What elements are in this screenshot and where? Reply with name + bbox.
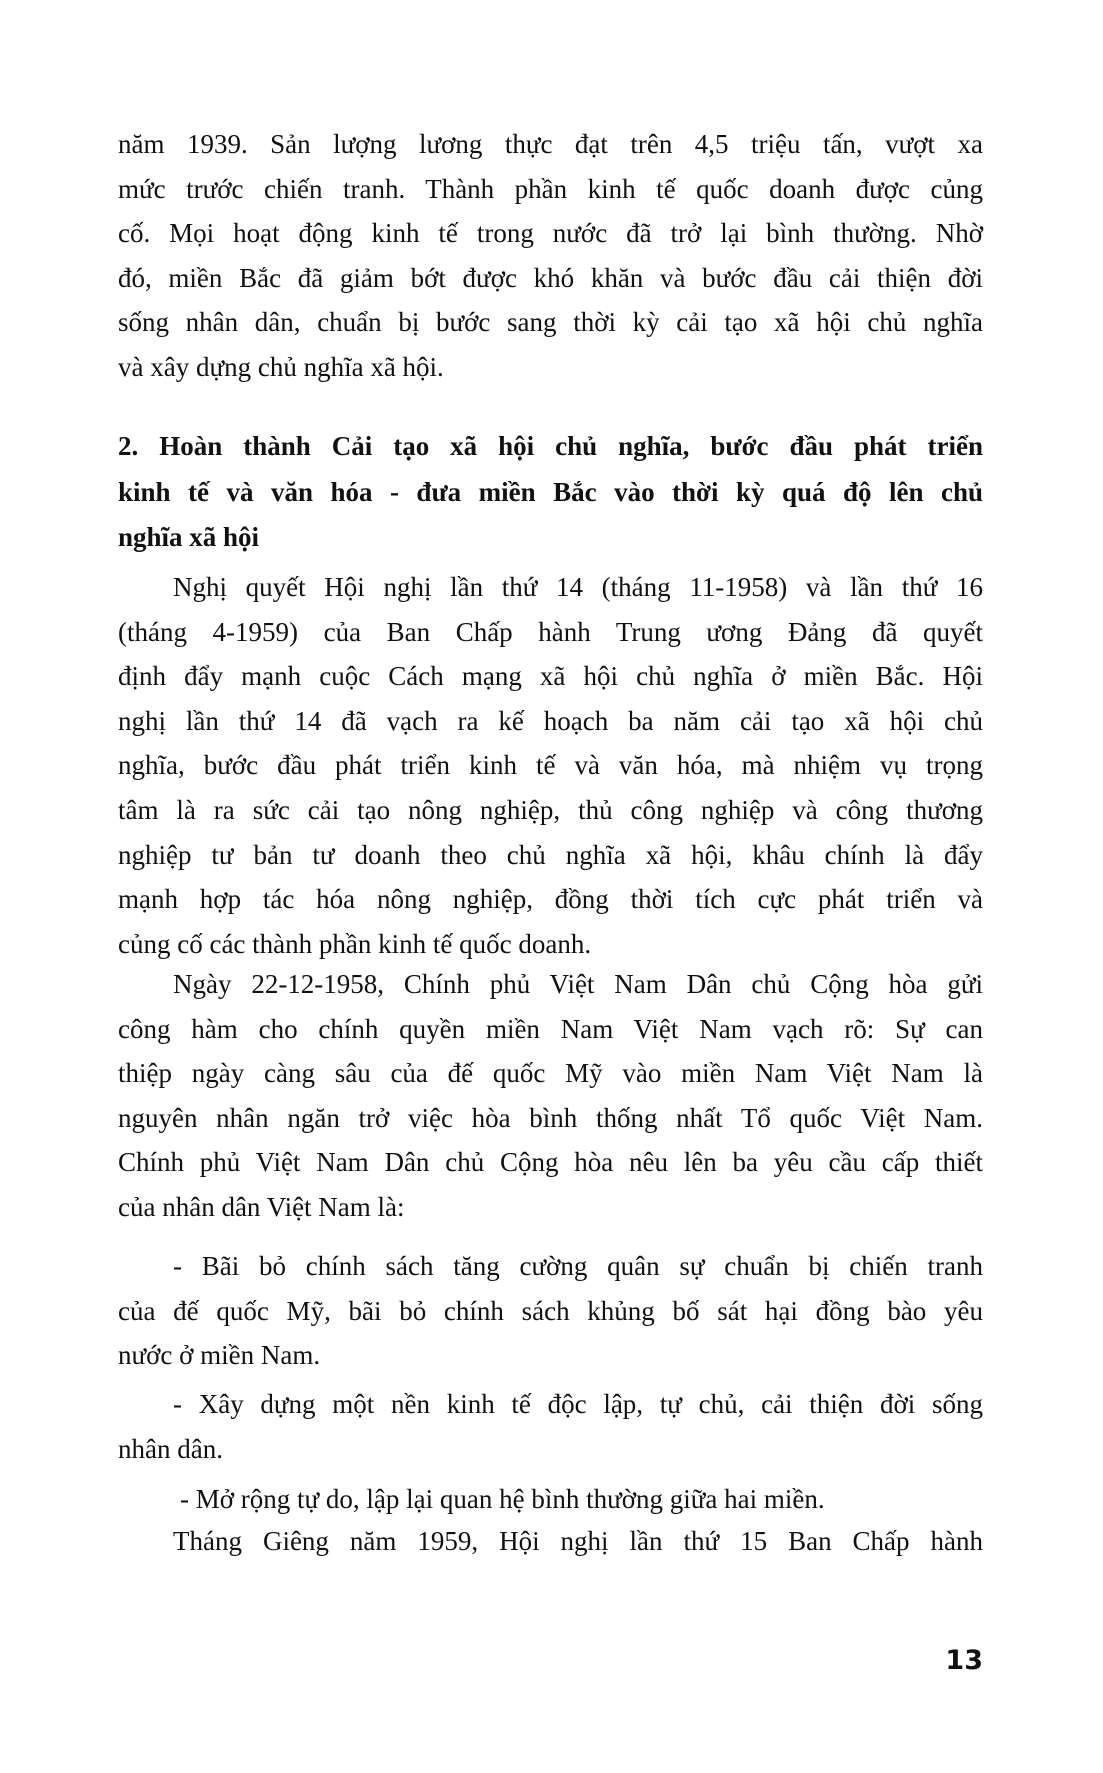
bullet-item-3 [118,1477,983,1522]
text-line: cố. Mọi hoạt động kinh tế trong nước đã trở lại bình thường. Nhờ [118,218,983,249]
text-line: Nghị quyết Hội nghị lần thứ 14 (tháng 11-1958) và lần thứ 16 [173,572,983,602]
text-line: đó, miền Bắc đã giảm bớt được khó khăn và bước đầu cải thiện đời [118,262,983,293]
bullet-item-1 [118,1244,983,1378]
text-line: sống nhân dân, chuẩn bị bước sang thời kỳ cải tạo xã hội chủ nghĩa [118,307,983,338]
text-line: và xây dựng chủ nghĩa xã hội. [118,351,444,382]
text-line: - Mở rộng tự do, lập lại quan hệ bình thường giữa hai miền. [180,1484,825,1514]
text-line: mức trước chiến tranh. Thành phần kinh tế quốc doanh được củng [118,173,983,204]
bullet-item-2 [118,1382,983,1471]
text-line: nghĩa, bước đầu phát triển kinh tế và văn hóa, mà nhiệm vụ trọng [118,750,983,781]
section-heading [118,424,983,561]
text-line: Tháng Giêng năm 1959, Hội nghị lần thứ 15 Ban Chấp hành [173,1526,983,1556]
text-line: định đẩy mạnh cuộc Cách mạng xã hội chủ nghĩa ở miền Bắc. Hội [118,661,983,692]
text-line: năm 1939. Sản lượng lương thực đạt trên 4,5 triệu tấn, vượt xa [118,129,983,159]
text-line: - Xây dựng một nền kinh tế độc lập, tự chủ, cải thiện đời sống [173,1389,983,1419]
paragraph-1 [118,122,983,390]
text-line: nghiệp tư bản tư doanh theo chủ nghĩa xã hội, khâu chính là đẩy [118,839,983,870]
text-line: củng cố các thành phần kinh tế quốc doanh. [118,928,592,959]
page-number: 13 [945,1645,983,1676]
text-line: nhân dân. [118,1433,223,1464]
text-line: Chính phủ Việt Nam Dân chủ Cộng hòa nêu lên ba yêu cầu cấp thiết [118,1147,983,1178]
text-line: tâm là ra sức cải tạo nông nghiệp, thủ công nghiệp và công thương [118,794,983,825]
heading-line: kinh tế và văn hóa - đưa miền Bắc vào thời kỳ quá độ lên chủ [118,476,983,507]
text-line: nguyên nhân ngăn trở việc hòa bình thống nhất Tổ quốc Việt Nam. [118,1102,983,1133]
heading-line: nghĩa xã hội [118,522,260,552]
paragraph-3 [118,962,983,1230]
text-line: nước ở miền Nam. [118,1340,321,1371]
heading-line: 2. Hoàn thành Cải tạo xã hội chủ nghĩa, bước đầu phát triển [118,431,983,461]
text-line: thiệp ngày càng sâu của đế quốc Mỹ vào miền Nam Việt Nam là [118,1058,983,1089]
text-line: công hàm cho chính quyền miền Nam Việt Nam vạch rõ: Sự can [118,1013,983,1044]
text-line: Ngày 22-12-1958, Chính phủ Việt Nam Dân chủ Cộng hòa gửi [173,969,983,999]
paragraph-2 [118,565,983,966]
text-line: của nhân dân Việt Nam là: [118,1191,405,1222]
paragraph-4 [118,1519,983,1564]
text-line: - Bãi bỏ chính sách tăng cường quân sự chuẩn bị chiến tranh [173,1251,983,1281]
text-line: của đế quốc Mỹ, bãi bỏ chính sách khủng bố sát hại đồng bào yêu [118,1295,983,1326]
text-line: mạnh hợp tác hóa nông nghiệp, đồng thời tích cực phát triển và [118,884,983,915]
text-line: nghị lần thứ 14 đã vạch ra kế hoạch ba năm cải tạo xã hội chủ [118,705,983,736]
text-line: (tháng 4-1959) của Ban Chấp hành Trung ương Đảng đã quyết [118,616,983,647]
